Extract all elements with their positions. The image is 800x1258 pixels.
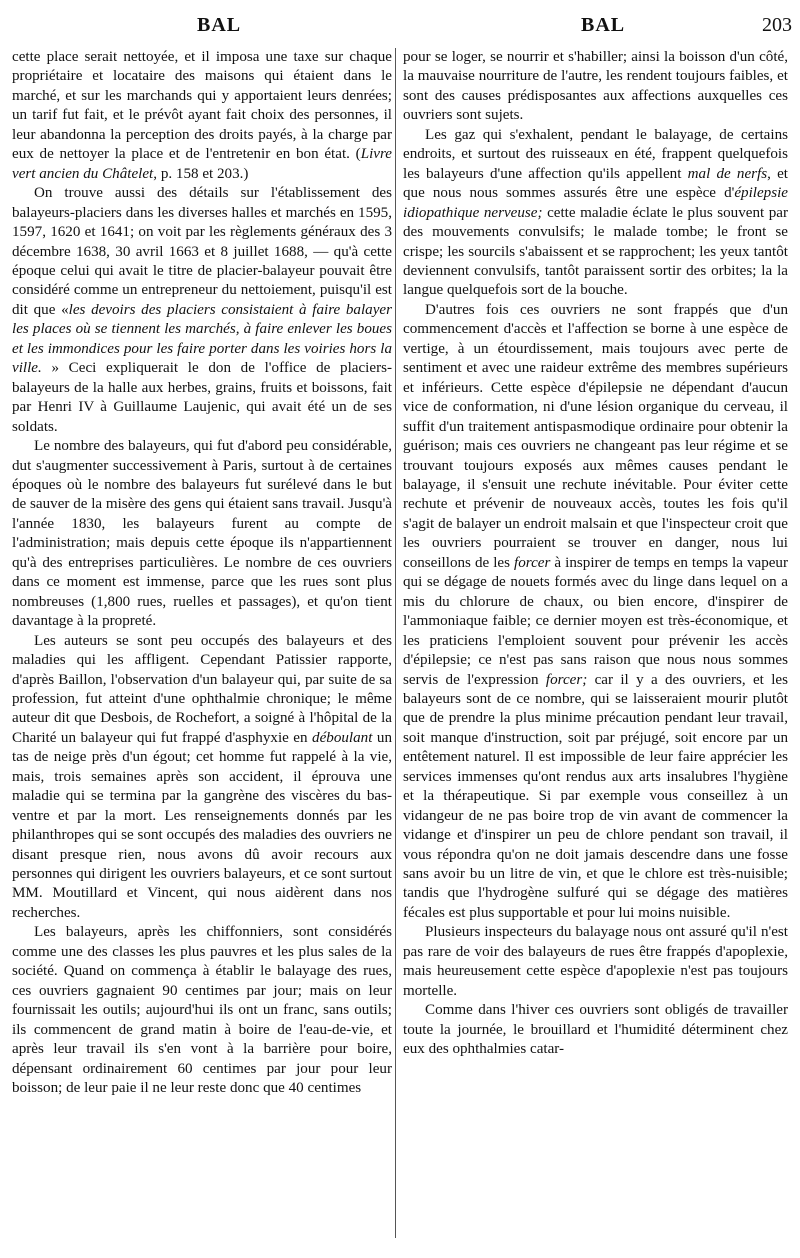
paragraph: pour se loger, se nourrir et s'habiller; ainsi la boisson d'un côté, la mauvaise nourriture de l'autre, les rendent toujours faibles, et sont des causes prédisposantes aux affections auxquelles ces ouvriers sont sujets. [403, 49, 788, 124]
running-head-left: BAL [197, 14, 242, 36]
page-header [0, 14, 800, 44]
paragraph: Plusieurs inspecteurs du balayage nous ont assuré qu'il n'est pas rare de voir des balayeurs de rues être frappés d'apoplexie, mais heureusement cette espèce d'apoplexie n'est pas toujours mortelle. [403, 924, 788, 999]
running-head-right: BAL [581, 14, 626, 36]
paragraph: Les gaz qui s'exhalent, pendant le balayage, de certains endroits, et surtout des ruisseaux en été, frappent quelquefois les balayeurs d'une affection qu'ils appellent mal de nerfs, et que nous nous sommes assurés être une espèce d'épilepsie idiopathique nerveuse; cette maladie éclate le plus souvent par des mouvements convulsifs; le malade tombe; le front se crispe; les sourcils s'abaissent et se rapprochent; les yeux tantôt deviennent convulsifs, tantôt paraissent sortir des orbites; la la langue quelquefois sort de la bouche. [403, 126, 788, 299]
paragraph: Les balayeurs, après les chiffonniers, sont considérés comme une des classes les plus pauvres et les plus sales de la société. Quand on commença à établir le balayage des rues, ces ouvriers gagnaient 90 centimes par jour; mais on leur fournissait les outils; aujourd'hui ils ont un franc, sans outils; ils commencent de grand matin à boire de l'eau-de-vie, et après leur travail ils s'en vont à la barrière pour boire, dépensant ordinairement 60 centimes par jour pour leur boisson; de leur paie il ne leur reste donc que 40 centimes [12, 924, 392, 1097]
paragraph: Le nombre des balayeurs, qui fut d'abord peu considérable, dut s'augmenter successivement à Paris, surtout à de certaines époques où le nombre des balayeurs fut surélevé dans le but de sauver de la misère des gens qui étaient sans travail. Jusqu'à l'année 1830, les balayeurs furent au compte de l'administration; mais depuis cette époque ils n'appartiennent qu'à des entreprises particulières. Le nombre de ces ouvriers dans ce moment est immense, parce que les rues sont plus nombreuses (1,800 rues, ruelles et passages), et qu'on tient davantage à la propreté. [12, 438, 392, 630]
paragraph: Comme dans l'hiver ces ouvriers sont obligés de travailler toute la journée, le brouillard et l'humidité déterminent chez eux des ophthalmies catar- [403, 1002, 788, 1058]
right-column [403, 48, 788, 1060]
page-number: 203 [762, 14, 792, 36]
paragraph: Les auteurs se sont peu occupés des balayeurs et des maladies qui les affligent. Cependant Patissier rapporte, d'après Baillon, l'observation d'un balayeur qui, par suite de sa profession, fut atteint d'une ophthalmie chronique; le même auteur dit que Desbois, de Rochefort, a soigné à l'hôpital de la Charité un balayeur qui fut frappé d'asphyxie en déboulant un tas de neige près d'un égout; cet homme fut rappelé à la vie, mais, trois semaines après son accident, il éprouva une maladie qui se termina par la gangrène des viscères du bas-ventre et par la mort. Les renseignements donnés par les philanthropes qui se sont occupés des maladies des ouvriers ne disant presque rien, nous avons dû avoir recours aux personnes qui dirigent les ouvriers balayeurs, et ce sont surtout MM. Moutillard et Vincent, qui nous aidèrent dans nos recherches. [12, 632, 392, 921]
left-column [12, 48, 392, 1098]
column-divider [395, 48, 396, 1238]
paragraph: On trouve aussi des détails sur l'établissement des balayeurs-placiers dans les diverses halles et marchés en 1595, 1597, 1620 et 1641; on voit par les règlements généraux des 3 décembre 1638, 30 avril 1663 et 8 juillet 1688, — qu'à cette époque celui qui avait le titre de placier-balayeur pouvait être considéré comme un entrepreneur du nettoiement, puisqu'il est dit que «les devoirs des placiers consistaient à faire balayer les places où se tiennent les marchés, à faire enlever les boues et les immondices pour les faire porter dans les voiries hors la ville. » Ceci expliquerait le don de l'office de placiers-balayeurs de la halle aux herbes, grains, fruits et boissons, fait par Henri IV à Guillaume Laujenic, qui avait été un de ses soldats. [12, 185, 392, 435]
paragraph: cette place serait nettoyée, et il imposa une taxe sur chaque propriétaire et locataire des maisons qui étaient dans le marché, et sur les marchands qui y apportaient leurs denrées; un tarif fut fait, et le prévôt ayant fait choix des personnes, il leur abandonna la perception des droits payés, à la charge par eux de nettoyer la place et de l'entretenir en bon état. (Livre vert ancien du Châtelet, p. 158 et 203.) [12, 49, 392, 182]
paragraph: D'autres fois ces ouvriers ne sont frappés que d'un commencement d'accès et l'affection se borne à une espèce de vertige, à un étourdissement, mais toujours avec perte de sentiment et avec une raideur extrême des membres supérieurs et inférieurs. Cette espèce d'épilepsie ne dépendant d'aucun vice de conformation, ni d'une lésion organique du cerveau, il suffit d'un traitement antispasmodique ordinaire pour obtenir la guérison; mais ces ouvriers ne changeant pas leur régime et se trouvant toujours exposés aux mêmes causes pendant le balayage, il s'ensuit une rechute inévitable. Pour éviter cette rechute et prévenir de nouveaux accès, toutes les fois qu'il s'agit de balayer un endroit malsain et que l'inspecteur croit que les ouvriers pourraient se trouver en danger, nous lui conseillons de les forcer à inspirer de temps en temps la vapeur qui se dégage de nouets formés avec du linge dans lequel on a mis du chlorure de chaux, ou bien encore, d'inspirer de l'ammoniaque faible; ce dernier moyen est très-économique, et les praticiens l'emploient souvent pour prévenir les accès d'épilepsie; ce n'est pas sans raison que nous nous sommes servis de l'expression forcer; car il y a des ouvriers, et les balayeurs sont de ce nombre, qui se laisseraient mourir plutôt que de prendre la plus minime précaution pendant leur travail, soit manque d'instruction, soit par préjugé, soit encore par un entêtement naturel. Il est impossible de leur faire apprécier les services immenses qu'ont rendus aux arts insalubres l'hygiène et la thérapeutique. Si par exemple vous conseillez à un vidangeur de ne pas boire trop de vin avant de commencer la vidange et d'inspirer un peu de chlore pendant son travail, il vous répondra qu'on ne doit jamais descendre dans une fosse sans avoir bu un litre de vin, et que le chlore est très-nuisible; tandis que l'hydrogène sulfuré qui se dégage des matières fécales est plus supportable et pour lui moins nuisible. [403, 301, 789, 921]
